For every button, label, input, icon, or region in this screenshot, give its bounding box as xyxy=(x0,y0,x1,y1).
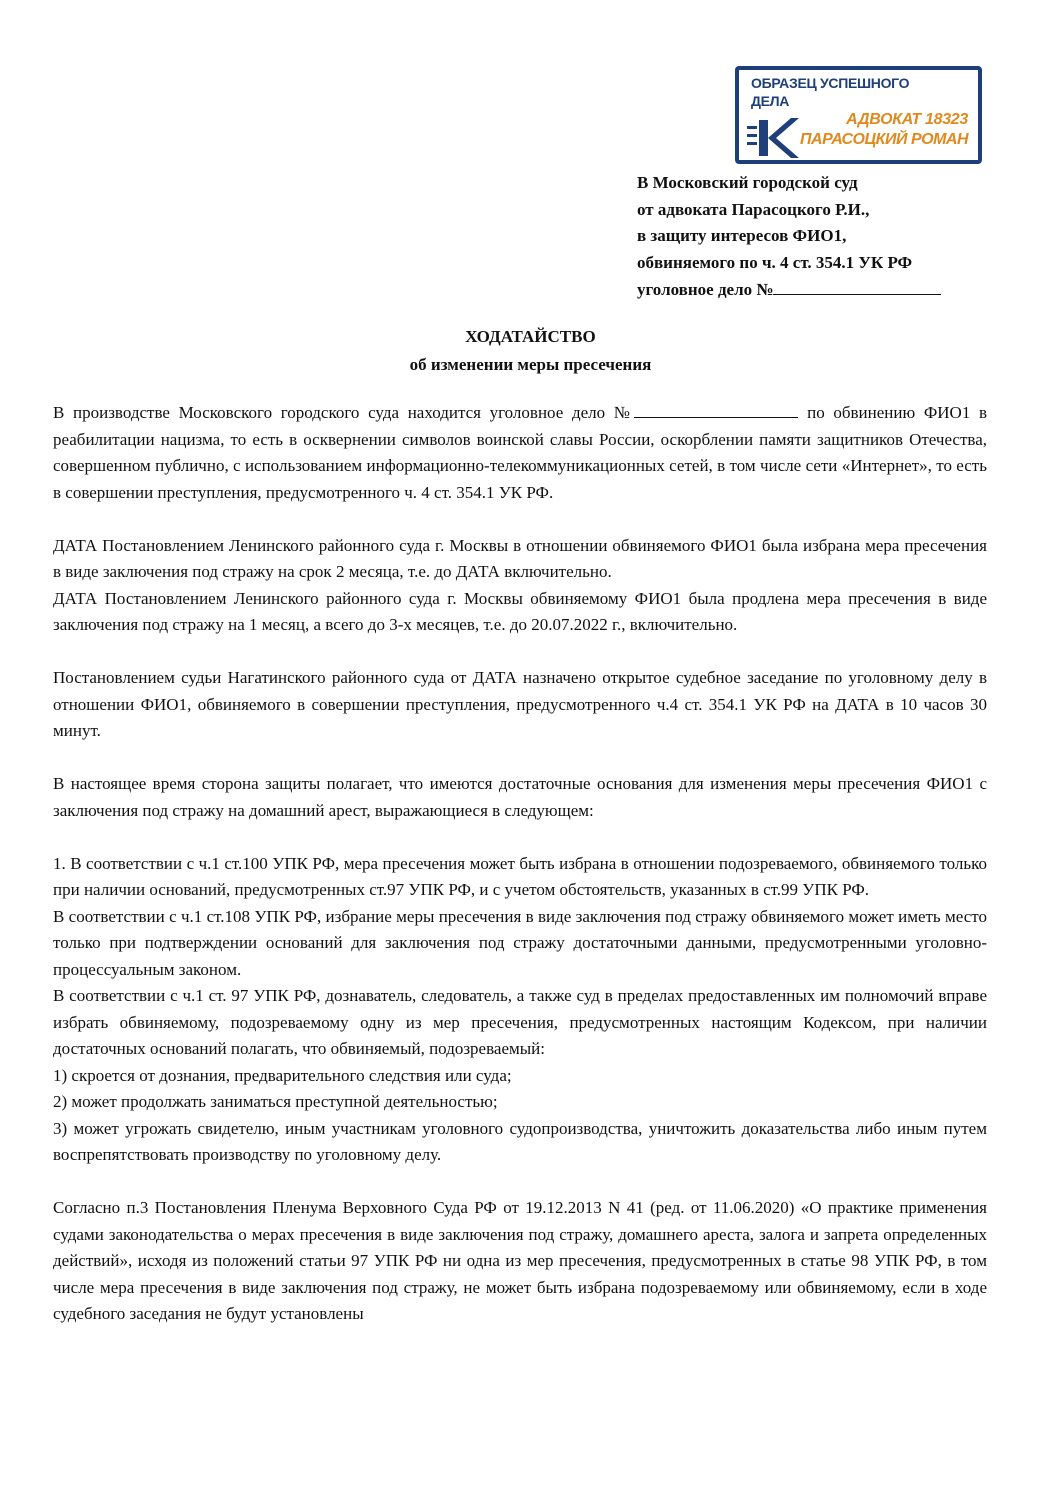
paragraph-6: 1. В соответствии с ч.1 ст.100 УПК РФ, мера пресечения может быть избрана в отношении подозреваемого, обвиняемого только при наличии оснований, предусмотренных ст.97 УПК РФ, и с учетом обстоятельств, указанных в ст.99 УПК РФ. xyxy=(53,853,987,899)
addressee-from: от адвоката Парасоцкого Р.И., xyxy=(637,199,870,219)
paragraph-1-rest: по обвинению ФИО1 в реабилитации нацизма, то есть в осквернении символов воинской славы России, оскорблении памяти защитников Отечества, совершенном публично, с использованием информационно-телекоммуникационных сетей, в том числе сети «Интернет», то есть в совершении преступления, предусмотренного ч. 4 ст. 354.1 УК РФ. xyxy=(53,403,988,502)
lawyer-logo-icon xyxy=(747,116,799,160)
addressee-defense: в защиту интересов ФИО1, xyxy=(637,226,847,245)
paragraph-5: В настоящее время сторона защиты полагает, что имеются достаточные основания для изменения меры пресечения ФИО1 с заключения под стражу на домашний арест, выражающиеся в следующем: xyxy=(53,774,987,820)
document-body xyxy=(53,400,987,1328)
list-item-3: 3) может угрожать свидетелю, иным участникам уголовного судопроизводства, уничтожить доказательства либо иным путем воспрепятствовать производству по уголовному делу. xyxy=(53,1118,987,1164)
addressee-court: В Московский городской суд xyxy=(637,173,858,192)
list-item-2: 2) может продолжать заниматься преступной деятельностью; xyxy=(53,1092,498,1111)
stamp-line-2: ДЕЛА xyxy=(751,93,790,109)
stamp-caption xyxy=(751,74,971,110)
addressee-block xyxy=(637,170,1037,304)
paragraph-8: В соответствии с ч.1 ст. 97 УПК РФ, дознаватель, следователь, а также суд в пределах предоставленных им полномочий вправе избрать обвиняемому, подозреваемому одну из мер пресечения, предусмотренных настоящим Кодексом, при наличии достаточных оснований полагать, что обвиняемый, подозреваемый: xyxy=(53,986,987,1058)
stamp-line-1: ОБРАЗЕЦ УСПЕШНОГО xyxy=(751,75,910,91)
title-sub: об изменении меры пресечения xyxy=(409,355,652,374)
case-number-blank xyxy=(773,276,941,295)
stamp-lawyer-number: АДВОКАТ 18323 xyxy=(846,111,968,128)
paragraph-3: ДАТА Постановлением Ленинского районного суда г. Москвы обвиняемому ФИО1 была продлена мера пресечения в виде заключения под стражу на 1 месяц, а всего до 3-х месяцев, т.е. до 20.07.2022 г., включительно. xyxy=(53,588,987,634)
paragraph-9: Согласно п.3 Постановления Пленума Верховного Суда РФ от 19.12.2013 N 41 (ред. от 11.06.2020) «О практике применения судами законодательства о мерах пресечения в виде заключения под стражу, домашнего ареста, залога и запрета определенных действий», исходя из положений статьи 97 УПК РФ ни одна из мер пресечения, предусмотренных в статье 98 УПК РФ, в том числе мера пресечения в виде заключения под стражу, не может быть избрана подозреваемому или обвиняемому, если в ходе судебного заседания не будут установлены xyxy=(53,1198,987,1323)
title-main: ХОДАТАЙСТВО xyxy=(465,327,596,346)
paragraph-1-start: В производстве Московского городского суда находится уголовное дело № xyxy=(53,403,635,422)
stamp-lawyer-name: ПАРАСОЦКИЙ РОМАН xyxy=(800,131,968,148)
document-title xyxy=(0,323,1061,379)
paragraph-4: Постановлением судьи Нагатинского районного суда от ДАТА назначено открытое судебное заседание по уголовному делу в отношении ФИО1, обвиняемого в совершении преступления, предусмотренного ч.4 ст. 354.1 УК РФ на ДАТА в 10 часов 30 минут. xyxy=(53,668,987,740)
addressee-case-line xyxy=(637,276,1037,304)
list-item-1: 1) скроется от дознания, предварительного следствия или суда; xyxy=(53,1065,512,1085)
paragraph-1 xyxy=(53,400,987,506)
paragraph-7: В соответствии с ч.1 ст.108 УПК РФ, избрание меры пресечения в виде заключения под стражу обвиняемого может иметь место только при подтверждении оснований для заключения под стражу достаточными данными, предусмотренными уголовно-процессуальным законом. xyxy=(53,906,987,979)
addressee-charge: обвиняемого по ч. 4 ст. 354.1 УК РФ xyxy=(637,252,913,272)
watermark-stamp xyxy=(735,66,982,164)
addressee-case-label: уголовное дело № xyxy=(637,280,774,299)
paragraph-2: ДАТА Постановлением Ленинского районного суда г. Москвы в отношении обвиняемого ФИО1 была избрана мера пресечения в виде заключения под стражу на срок 2 месяца, т.е. до ДАТА включительно. xyxy=(53,535,987,581)
case-number-blank-inline xyxy=(634,400,798,418)
